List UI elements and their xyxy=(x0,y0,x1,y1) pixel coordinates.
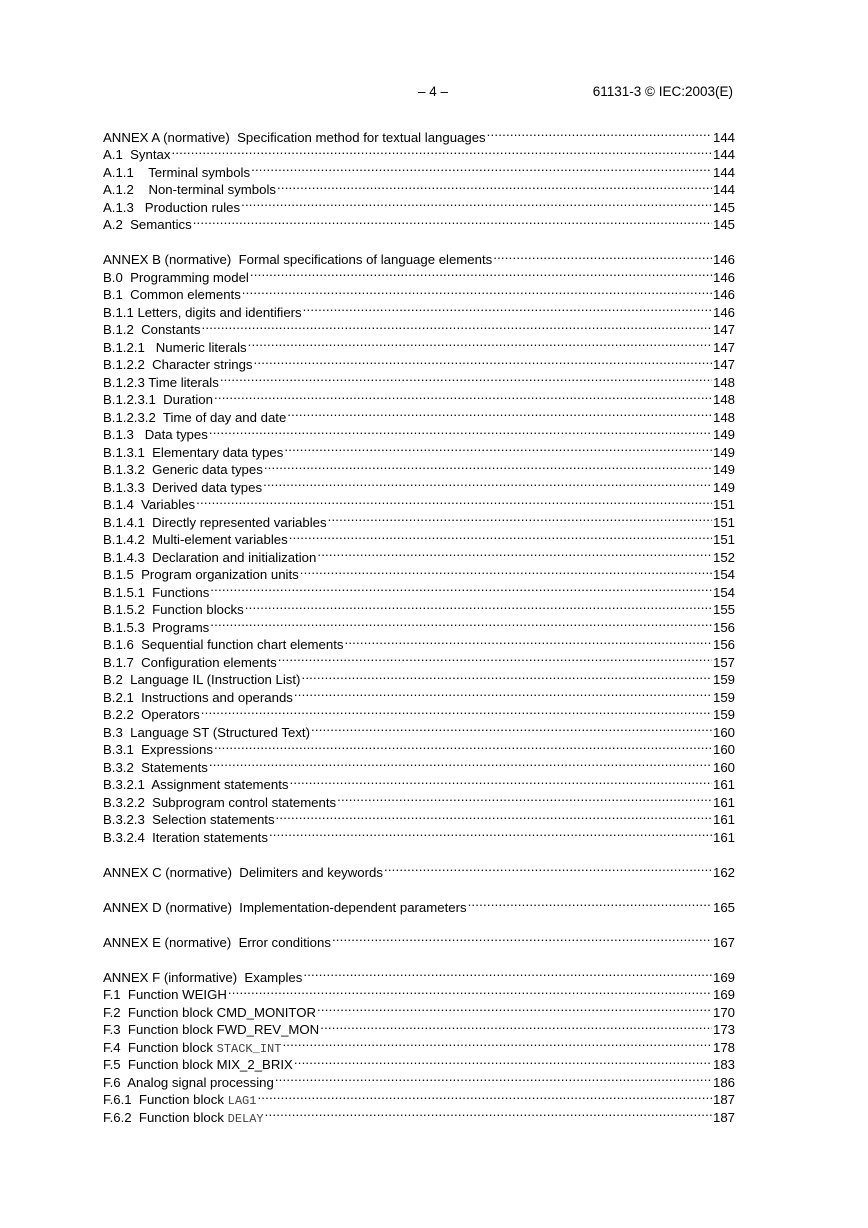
toc-entry-label: B.3.2.1 Assignment statements xyxy=(103,777,289,792)
toc-entry-label: B.1.4.3 Declaration and initialization xyxy=(103,549,317,565)
toc-entry-title xyxy=(103,864,383,882)
toc-dot-leader xyxy=(257,1087,712,1105)
toc-dot-leader xyxy=(201,702,712,720)
toc-entry-label: A.1.2 Non-terminal symbols xyxy=(103,182,276,197)
toc-entry-label: B.1.6 Sequential function chart elements xyxy=(103,637,344,652)
toc-entry-title xyxy=(103,426,208,444)
toc-page-number: 149 xyxy=(712,479,735,495)
toc-entry-title xyxy=(103,759,208,777)
toc-entry-title xyxy=(103,706,200,724)
toc-page-number: 149 xyxy=(712,427,735,442)
toc-dot-leader xyxy=(317,544,712,562)
toc-entry-code-name: DELAY xyxy=(227,1111,264,1126)
toc-entry-label: B.1.4 Variables xyxy=(103,497,196,512)
toc-entry-title xyxy=(103,584,209,602)
toc-page-number: 148 xyxy=(712,392,735,407)
toc-dot-leader xyxy=(251,159,712,177)
toc-entry[interactable] xyxy=(103,929,735,950)
toc-page-number: 146 xyxy=(712,269,735,285)
toc-entry-label: B.3 Language ST (Structured Text) xyxy=(103,724,310,740)
toc-page-number: 145 xyxy=(712,217,735,232)
toc-entry-title xyxy=(103,811,275,829)
toc-entry-label: B.1.2.3.1 Duration xyxy=(103,392,213,407)
toc-page-number: 144 xyxy=(712,164,735,180)
toc-page-number: 161 xyxy=(712,829,735,845)
toc-entry-label: B.1.2.2 Character strings xyxy=(103,357,253,372)
toc-entry-title xyxy=(103,146,170,164)
toc-dot-leader xyxy=(228,982,712,1000)
toc-entry-label: A.1 Syntax xyxy=(103,147,171,162)
toc-page-number: 147 xyxy=(712,339,735,355)
toc-dot-leader xyxy=(301,667,712,685)
toc-page-number: 146 xyxy=(712,304,735,320)
toc-dot-leader xyxy=(294,684,712,702)
toc-entry-label: A.1.1 Terminal symbols xyxy=(103,164,251,180)
toc-dot-leader xyxy=(493,247,712,265)
toc-dot-leader xyxy=(248,334,712,352)
toc-entry-label: B.1.5.2 Function blocks xyxy=(103,602,244,617)
toc-entry-label: ANNEX D (normative) Implementation-dependent parameters xyxy=(103,899,467,915)
toc-entry-title xyxy=(103,374,219,392)
toc-dot-leader xyxy=(289,527,712,545)
toc-page-number: 165 xyxy=(712,899,735,915)
toc-entry[interactable] xyxy=(103,159,735,180)
toc-page-number: 154 xyxy=(712,584,735,600)
toc-page-number: 169 xyxy=(712,987,735,1002)
toc-entry-label: F.5 Function block MIX_2_BRIX xyxy=(103,1057,293,1072)
page-number: – 4 – xyxy=(417,84,449,99)
toc-dot-leader xyxy=(210,579,712,597)
toc-entry-label: B.1.3.2 Generic data types xyxy=(103,462,263,477)
toc-dot-leader xyxy=(328,509,712,527)
toc-entry-label: F.4 Function block xyxy=(103,1039,217,1055)
toc-entry-label: ANNEX F (informative) Examples xyxy=(103,969,303,985)
toc-entry-label: B.3.2 Statements xyxy=(103,759,208,775)
toc-dot-leader xyxy=(209,754,712,772)
document-reference: 61131-3 © IEC:2003(E) xyxy=(592,84,733,99)
toc-page-number: 157 xyxy=(712,654,735,670)
toc-page-number: 159 xyxy=(712,707,735,722)
toc-entry-label: B.1.2 Constants xyxy=(103,322,201,337)
toc-page-number: 147 xyxy=(712,357,735,372)
toc-dot-leader xyxy=(303,964,712,982)
toc-entry-label: B.1.7 Configuration elements xyxy=(103,654,277,670)
toc-page-number: 183 xyxy=(712,1057,735,1072)
toc-entry-label: B.3.2.2 Subprogram control statements xyxy=(103,794,337,810)
toc-page-number: 161 xyxy=(712,777,735,792)
toc-dot-leader xyxy=(384,859,712,877)
toc-page-number: 160 xyxy=(712,759,735,775)
toc-entry-title xyxy=(103,339,247,357)
toc-entry-label: B.2 Language IL (Instruction List) xyxy=(103,672,301,687)
toc-dot-leader xyxy=(214,737,712,755)
toc-page-number: 156 xyxy=(712,637,735,652)
toc-dot-leader xyxy=(284,439,712,457)
toc-entry-title xyxy=(103,654,277,672)
toc-page-number: 161 xyxy=(712,812,735,827)
toc-entry[interactable] xyxy=(103,247,735,265)
toc-entry-title xyxy=(103,391,213,409)
toc-page-number: 148 xyxy=(712,374,735,390)
toc-dot-leader xyxy=(242,282,712,300)
toc-dot-leader xyxy=(275,1069,712,1087)
toc-entry-label: B.1.5.3 Programs xyxy=(103,619,210,635)
toc-dot-leader xyxy=(220,369,712,387)
toc-entry-label: F.6 Analog signal processing xyxy=(103,1074,274,1090)
toc-page-number: 155 xyxy=(712,602,735,617)
toc-entry-code-name: LAG1 xyxy=(227,1094,257,1108)
toc-entry-title xyxy=(103,321,201,339)
toc-dot-leader xyxy=(468,894,712,912)
toc-dot-leader xyxy=(287,404,712,422)
toc-entry-label: ANNEX E (normative) Error conditions xyxy=(103,934,331,950)
toc-entry-title xyxy=(103,899,467,917)
toc-entry-title xyxy=(103,286,241,304)
toc-page-number: 160 xyxy=(712,724,735,740)
toc-dot-leader xyxy=(193,212,712,230)
toc-entry-label: ANNEX A (normative) Specification method for textual languages xyxy=(103,129,486,145)
toc-entry-title xyxy=(103,1109,264,1129)
toc-dot-leader xyxy=(202,317,712,335)
toc-dot-leader xyxy=(303,299,712,317)
toc-entry-label: B.3.2.4 Iteration statements xyxy=(103,829,268,845)
toc-entry-title xyxy=(103,776,288,794)
toc-dot-leader xyxy=(300,562,712,580)
toc-page-number: 186 xyxy=(712,1074,735,1090)
toc-entry-label: A.2 Semantics xyxy=(103,217,192,232)
toc-page-number: 173 xyxy=(712,1022,735,1037)
toc-page-number: 187 xyxy=(712,1092,735,1107)
toc-dot-leader xyxy=(209,422,712,440)
toc-entry-label: F.2 Function block CMD_MONITOR xyxy=(103,1004,317,1020)
toc-entry-label: B.1.5 Program organization units xyxy=(103,567,299,582)
toc-page-number: 145 xyxy=(712,199,735,215)
toc-page-number: 162 xyxy=(712,864,735,880)
toc-entry-label: B.1.5.1 Functions xyxy=(103,584,210,600)
toc-entry[interactable] xyxy=(103,964,735,985)
toc-entry[interactable] xyxy=(103,212,735,230)
toc-entry-title xyxy=(103,531,288,549)
toc-dot-leader xyxy=(311,719,712,737)
toc-entry-label: B.2.2 Operators xyxy=(103,707,200,722)
toc-dot-leader xyxy=(263,474,712,492)
toc-entry-label: B.1.1 Letters, digits and identifiers xyxy=(103,304,302,320)
toc-dot-leader xyxy=(241,194,712,212)
toc-entry-title xyxy=(103,444,283,462)
toc-page-number: 167 xyxy=(712,934,735,950)
toc-entry-label: B.1.4.2 Multi-element variables xyxy=(103,532,288,547)
toc-page-number: 149 xyxy=(712,462,735,477)
toc-page-number: 159 xyxy=(712,672,735,687)
toc-entry-label: B.3.2.3 Selection statements xyxy=(103,812,275,827)
toc-dot-leader xyxy=(289,772,712,790)
toc-entry-label: B.1.2.1 Numeric literals xyxy=(103,339,247,355)
toc-entry-label: B.1.4.1 Directly represented variables xyxy=(103,514,327,530)
toc-dot-leader xyxy=(265,1104,712,1122)
toc-page-number: 144 xyxy=(712,147,735,162)
toc-dot-leader xyxy=(320,1017,712,1035)
toc-entry-title xyxy=(103,461,263,479)
toc-entry[interactable] xyxy=(103,124,735,145)
toc-entry-label: F.1 Function WEIGH xyxy=(103,987,227,1002)
toc-entry-title xyxy=(103,671,300,689)
toc-entry-title xyxy=(103,619,209,637)
toc-entry-title xyxy=(103,741,213,759)
toc-page-number: 152 xyxy=(712,549,735,565)
toc-entry-label: B.1.3 Data types xyxy=(103,427,208,442)
toc-dot-leader xyxy=(171,142,712,160)
toc-entry-label: B.0 Programming model xyxy=(103,269,249,285)
toc-entry-label: B.1.2.3.2 Time of day and date xyxy=(103,409,287,425)
toc-entry-label: F.6.1 Function block xyxy=(103,1092,228,1107)
toc-dot-leader xyxy=(282,1034,712,1052)
toc-dot-leader xyxy=(332,929,712,947)
toc-dot-leader xyxy=(337,789,712,807)
toc-entry-code-name: STACK_INT xyxy=(216,1041,282,1056)
toc-page-number: 160 xyxy=(712,742,735,757)
toc-page-number: 144 xyxy=(712,129,735,145)
toc-dot-leader xyxy=(264,457,712,475)
toc-entry[interactable] xyxy=(103,492,735,510)
toc-entry-label: A.1.3 Production rules xyxy=(103,199,241,215)
toc-entry-title xyxy=(103,164,250,182)
toc-entry-title xyxy=(103,269,249,287)
toc-entry-label: ANNEX B (normative) Formal specifications of language elements xyxy=(103,252,493,267)
toc-page-number: 146 xyxy=(712,287,735,302)
toc-dot-leader xyxy=(214,387,712,405)
toc-entry-title xyxy=(103,986,227,1004)
toc-entry-title xyxy=(103,829,268,847)
toc-entry-label: ANNEX C (normative) Delimiters and keywords xyxy=(103,864,383,880)
toc-entry-label: B.2.1 Instructions and operands xyxy=(103,689,293,705)
toc-entry-label: B.1.3.1 Elementary data types xyxy=(103,444,284,460)
toc-page-number: 178 xyxy=(712,1039,735,1055)
toc-entry[interactable] xyxy=(103,142,735,160)
toc-entry-label: B.3.1 Expressions xyxy=(103,742,213,757)
toc-page-number: 148 xyxy=(712,409,735,425)
toc-dot-leader xyxy=(294,1052,712,1070)
toc-entry[interactable] xyxy=(103,859,735,880)
toc-page-number: 159 xyxy=(712,689,735,705)
toc-dot-leader xyxy=(250,264,712,282)
toc-entry-label: F.6.2 Function block xyxy=(103,1109,228,1125)
toc-dot-leader xyxy=(210,614,712,632)
toc-entry-title xyxy=(103,216,192,234)
toc-entry-label: B.1.2.3 Time literals xyxy=(103,374,219,390)
toc-page-number: 146 xyxy=(712,252,735,267)
toc-entry-title xyxy=(103,1056,293,1074)
toc-page-number: 149 xyxy=(712,444,735,460)
toc-entry[interactable] xyxy=(103,509,735,530)
toc-page-number: 154 xyxy=(712,567,735,582)
toc-dot-leader xyxy=(245,597,712,615)
toc-entry-label: F.3 Function block FWD_REV_MON xyxy=(103,1022,320,1037)
toc-page-number: 170 xyxy=(712,1004,735,1020)
toc-page-number: 151 xyxy=(712,497,735,512)
toc-dot-leader xyxy=(196,492,712,510)
toc-entry[interactable] xyxy=(103,894,735,915)
toc-entry-title xyxy=(103,549,316,567)
toc-dot-leader xyxy=(276,807,712,825)
toc-page-number: 151 xyxy=(712,532,735,547)
toc-page-number: 187 xyxy=(712,1109,735,1125)
toc-entry-title xyxy=(103,1074,274,1092)
toc-page-number: 144 xyxy=(712,182,735,197)
table-of-contents xyxy=(103,124,735,1126)
toc-entry-label: B.1.3.3 Derived data types xyxy=(103,479,263,495)
toc-entry-title xyxy=(103,496,195,514)
toc-page-number: 161 xyxy=(712,794,735,810)
toc-dot-leader xyxy=(277,177,712,195)
toc-dot-leader xyxy=(269,824,712,842)
toc-dot-leader xyxy=(344,632,712,650)
toc-page-number: 147 xyxy=(712,322,735,337)
toc-dot-leader xyxy=(254,352,712,370)
toc-entry-title xyxy=(103,934,331,952)
toc-dot-leader xyxy=(278,649,712,667)
toc-page-number: 156 xyxy=(712,619,735,635)
toc-page-number: 151 xyxy=(712,514,735,530)
toc-entry-title xyxy=(103,1004,316,1022)
toc-entry-label: B.1 Common elements xyxy=(103,287,241,302)
toc-dot-leader xyxy=(487,124,712,142)
toc-page-number: 169 xyxy=(712,969,735,985)
toc-dot-leader xyxy=(317,999,712,1017)
